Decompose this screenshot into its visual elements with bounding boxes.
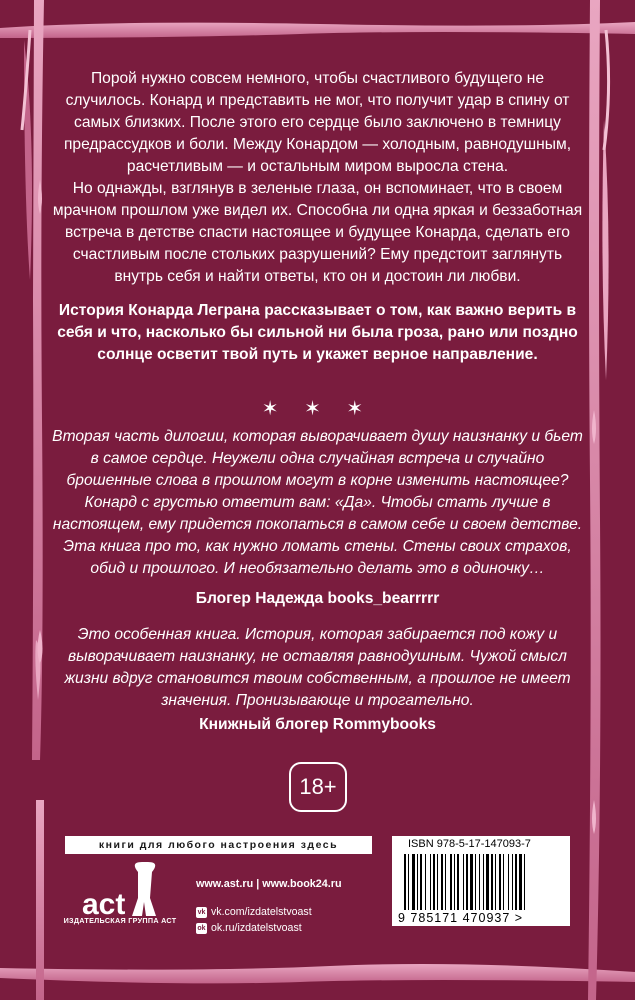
barcode-bar: [479, 854, 480, 910]
age-rating-badge: 18+: [289, 762, 347, 812]
barcode-bar: [524, 854, 525, 910]
barcode-bar: [515, 854, 517, 910]
vk-link-text: vk.com/izdatelstvoast: [211, 906, 312, 918]
blurb-bold-statement: История Конарда Леграна рассказывает о том, как важно верить в себя и что, насколько бы сильной ни была гроза, рано или поздно солнце осветит твой путь и укажет верное направление.: [57, 302, 578, 363]
ok-icon: ok: [197, 924, 206, 932]
review-2-author: Книжный блогер Rommybooks: [199, 716, 436, 733]
star-divider: ✶ ✶ ✶: [261, 398, 374, 420]
barcode-bar: [463, 854, 464, 910]
barcode-bar: [512, 854, 513, 910]
barcode-bar: [430, 854, 431, 910]
barcode-bar: [495, 854, 496, 910]
publisher-websites[interactable]: www.ast.ru | www.book24.ru: [196, 878, 342, 890]
barcode-bar: [417, 854, 418, 910]
review-1-text: Вторая часть дилогии, которая выворачивает душу наизнанку и бьет в самое сердце. Неужели одна случайная встреча и случайно брошенные слова в прошлом могут в корне изменить настоящее? Конард с грустью ответит вам: «Да». Чтобы стать лучше в настоящем, ему придется покопаться в самом себе и своем детстве. Эта книга про то, как нужно ломать стены. Стены своих страхов, обид и прошлого. И необязательно делать это в одиночку…: [52, 428, 583, 577]
barcode-bar: [404, 854, 406, 910]
vk-link[interactable]: [196, 906, 312, 918]
barcode-bar: [454, 854, 455, 910]
slogan-banner: книги для любого настроения здесь: [65, 836, 372, 854]
ok-link-text: ok.ru/izdatelstvoast: [211, 922, 302, 934]
barcode-bar: [437, 854, 438, 910]
barcode-bar: [486, 854, 489, 910]
barcode-bar: [503, 854, 504, 910]
barcode-bar: [445, 854, 446, 910]
barcode-bar: [412, 854, 415, 910]
blurb-paragraph-1: Порой нужно совсем немного, чтобы счастливого будущего не случилось. Конард и представить не мог, что получит удар в спину от самых близких. После этого его сердце было заключено в темницу предрассудков и боли. Между Конардом — холодным, равнодушным, расчетливым — и остальным миром выросла стена.: [63, 70, 572, 175]
review-1-author: Блогер Надежда books_bearrrrr: [195, 590, 440, 607]
barcode-box: [392, 836, 570, 926]
vk-icon: vk: [197, 908, 206, 916]
barcode-bar: [470, 854, 473, 910]
barcode-bar: [519, 854, 522, 910]
barcode-bar: [491, 854, 493, 910]
logo-letters: ACT: [82, 888, 126, 921]
barcode-digits: 9 785171 470937 >: [398, 911, 524, 925]
barcode-bar: [408, 854, 409, 910]
barcode-bar: [466, 854, 468, 910]
barcode-bar: [450, 854, 452, 910]
barcode-bar: [425, 854, 426, 910]
barcode-bar: [508, 854, 509, 910]
isbn-number: ISBN 978-5-17-147093-7: [408, 838, 531, 850]
barcode-bar: [433, 854, 435, 910]
publisher-name: ИЗДАТЕЛЬСКАЯ ГРУППА АСТ: [63, 916, 177, 925]
review-2-text: Это особенная книга. История, которая забирается под кожу и выворачивает наизнанку, не оставляя равнодушным. Чужой смысл жизни вдруг становится твоим собственным, а прошлое не имеет значения. Пронизывающе и трогательно.: [64, 626, 571, 709]
barcode-bar: [441, 854, 443, 910]
barcode-bars: [404, 854, 558, 912]
barcode-bar: [420, 854, 422, 910]
barcode-bar: [483, 854, 484, 910]
ok-link[interactable]: [196, 922, 302, 934]
blurb-paragraph-2: Но однажды, взглянув в зеленые глаза, он вспоминает, что в своем мрачном прошлом уже видел их. Способна ли одна яркая и беззаботная встреча в детстве спасти настоящее и будущее Конарда, сделать его счастливым после стольких разрушений? Ему предстоит заглянуть внутрь себя и найти ответы, кто он и достоин ли любви.: [52, 180, 583, 285]
barcode-bar: [475, 854, 476, 910]
barcode-bar: [457, 854, 459, 910]
barcode-bar: [499, 854, 501, 910]
